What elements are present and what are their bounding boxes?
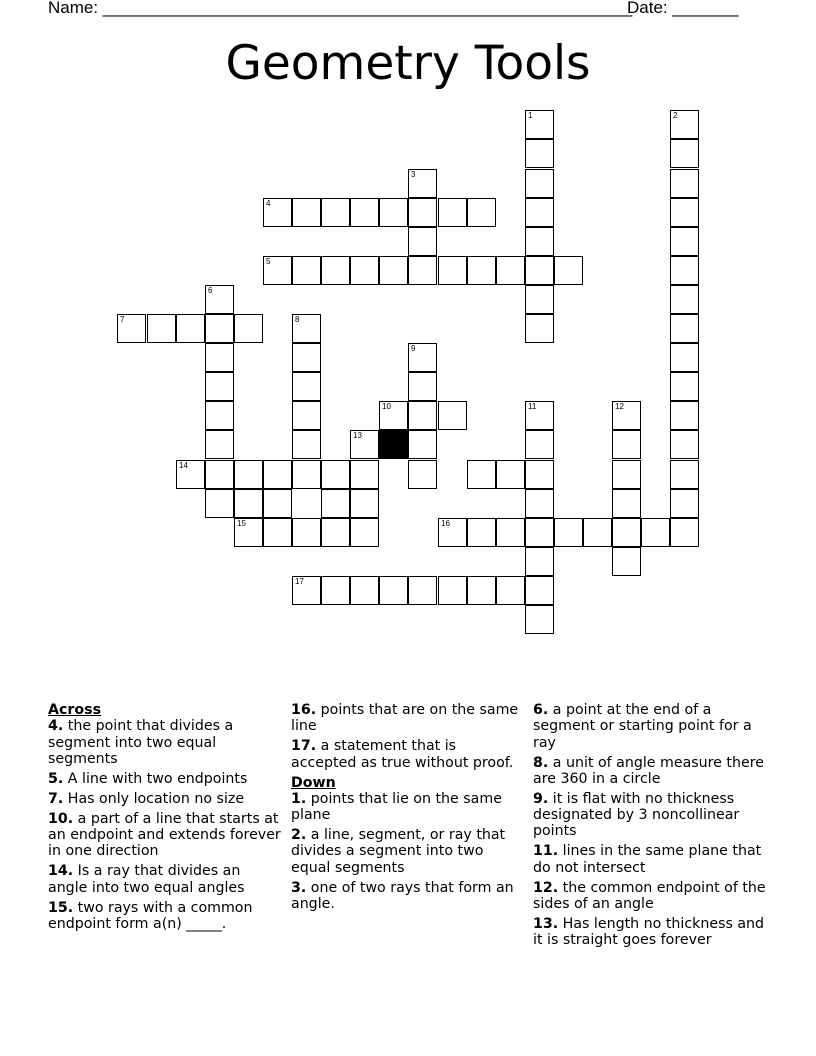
grid-cell[interactable]	[525, 430, 554, 459]
grid-cell[interactable]	[292, 343, 321, 372]
grid-cell[interactable]	[525, 576, 554, 605]
grid-cell[interactable]	[670, 430, 699, 459]
clue-item: 1. points that lie on the same plane	[291, 790, 502, 824]
clue-column-1	[48, 702, 282, 936]
grid-cell[interactable]	[612, 430, 641, 459]
clue-number: 8	[295, 315, 300, 324]
grid-cell[interactable]	[467, 198, 496, 227]
grid-cell[interactable]	[234, 489, 263, 518]
clue-item: 10. a part of a line that starts at an endpoint and extends forever in one direction	[48, 810, 281, 860]
grid-cell[interactable]	[525, 605, 554, 634]
clue-number: 16	[441, 519, 450, 528]
grid-cell[interactable]	[321, 576, 350, 605]
clue-item: 14. Is a ray that divides an angle into two equal angles	[48, 863, 245, 896]
grid-cell[interactable]	[205, 460, 234, 489]
grid-cell[interactable]	[379, 256, 408, 285]
clue-item: 13. Has length no thickness and it is straight goes forever	[533, 916, 765, 949]
clue-number: 3	[411, 170, 416, 179]
grid-cell[interactable]	[263, 256, 292, 285]
grid-cell[interactable]	[467, 460, 496, 489]
clue-number: 12	[615, 402, 624, 411]
grid-cell[interactable]	[525, 547, 554, 576]
grid-cell[interactable]	[408, 256, 437, 285]
grid-cell[interactable]	[670, 401, 699, 430]
grid-cell[interactable]	[496, 460, 525, 489]
clue-number: 17	[295, 577, 304, 586]
grid-cell[interactable]	[263, 518, 292, 547]
grid-cell[interactable]	[408, 198, 437, 227]
down-heading: Down	[291, 774, 336, 791]
clue-item: 12. the common endpoint of the sides of an angle	[533, 879, 766, 913]
grid-cell[interactable]	[525, 110, 554, 139]
clue-item: 9. it is flat with no thickness designated by 3 noncollinear points	[533, 790, 740, 840]
grid-cell[interactable]	[670, 169, 699, 198]
clue-number: 2	[673, 111, 678, 120]
grid-cell[interactable]	[525, 401, 554, 430]
grid-cell[interactable]	[321, 489, 350, 518]
grid-cell[interactable]	[612, 401, 641, 430]
clue-number: 4	[266, 199, 271, 208]
grid-cell[interactable]	[408, 401, 437, 430]
grid-cell[interactable]	[321, 256, 350, 285]
clue-number: 10	[382, 402, 391, 411]
grid-cell[interactable]	[670, 343, 699, 372]
grid-cell[interactable]	[234, 518, 263, 547]
grid-cell[interactable]	[525, 256, 554, 285]
grid-cell[interactable]	[438, 401, 467, 430]
grid-cell[interactable]	[467, 256, 496, 285]
clue-item: 17. a statement that is accepted as true without proof.	[291, 738, 514, 771]
clue-number: 13	[353, 431, 362, 440]
grid-cell[interactable]	[292, 198, 321, 227]
clue-number: 7	[120, 315, 125, 324]
clue-item: 5. A line with two endpoints	[48, 770, 248, 787]
grid-cell[interactable]	[670, 460, 699, 489]
grid-cell[interactable]	[525, 460, 554, 489]
grid-cell[interactable]	[379, 401, 408, 430]
grid-cell[interactable]	[438, 518, 467, 547]
clue-number: 14	[179, 461, 188, 470]
grid-cell[interactable]	[350, 576, 379, 605]
grid-cell[interactable]	[612, 460, 641, 489]
grid-cell[interactable]	[525, 198, 554, 227]
grid-cell[interactable]	[525, 169, 554, 198]
clue-item: 6. a point at the end of a segment or starting point for a ray	[533, 702, 752, 751]
clue-item: 7. Has only location no size	[48, 790, 245, 807]
grid-cell[interactable]	[438, 576, 467, 605]
grid-cell[interactable]	[525, 314, 554, 343]
grid-cell[interactable]	[292, 576, 321, 605]
clue-item: 8. a unit of angle measure there are 360 in a circle	[533, 754, 764, 787]
across-heading: Across	[48, 702, 102, 718]
grid-cell[interactable]	[554, 256, 583, 285]
page-title: Geometry Tools	[225, 36, 591, 91]
grid-cell[interactable]	[263, 460, 292, 489]
clue-item: 3. one of two rays that form an angle.	[291, 879, 514, 913]
grid-cell[interactable]	[525, 285, 554, 314]
grid-cell[interactable]	[525, 489, 554, 518]
grid-cell[interactable]	[350, 198, 379, 227]
clue-column-2	[291, 702, 525, 916]
grid-cell[interactable]	[350, 489, 379, 518]
grid-cell[interactable]	[234, 460, 263, 489]
grid-cell[interactable]	[379, 576, 408, 605]
grid-cell[interactable]	[205, 372, 234, 401]
grid-cell[interactable]	[292, 372, 321, 401]
grid-cell[interactable]	[321, 460, 350, 489]
clue-number: 5	[266, 257, 271, 266]
grid-cell[interactable]	[670, 198, 699, 227]
grid-cell[interactable]	[583, 518, 612, 547]
clue-item: 4. the point that divides a segment into two equal segments	[48, 718, 234, 767]
grid-cell[interactable]	[438, 198, 467, 227]
grid-cell[interactable]	[292, 314, 321, 343]
clue-item: 16. points that are on the same line	[291, 702, 519, 735]
grid-cell[interactable]	[117, 314, 146, 343]
grid-cell[interactable]	[612, 489, 641, 518]
clue-number: 9	[411, 344, 416, 353]
clue-item: 2. a line, segment, or ray that divides a segment into two equal segments	[291, 827, 506, 876]
grid-cell[interactable]	[205, 489, 234, 518]
grid-cell[interactable]	[205, 285, 234, 314]
grid-cell[interactable]	[263, 198, 292, 227]
grid-cell[interactable]	[147, 314, 176, 343]
grid-cell[interactable]	[205, 401, 234, 430]
grid-cell[interactable]	[292, 401, 321, 430]
grid-cell[interactable]	[176, 314, 205, 343]
grid-cell[interactable]	[670, 256, 699, 285]
grid-cell[interactable]	[467, 518, 496, 547]
grid-cell[interactable]	[496, 256, 525, 285]
clue-number: 15	[237, 519, 246, 528]
black-square	[379, 430, 408, 459]
grid-cell[interactable]	[408, 460, 437, 489]
grid-cell[interactable]	[612, 518, 641, 547]
grid-cell[interactable]	[408, 343, 437, 372]
grid-cell[interactable]	[292, 460, 321, 489]
grid-cell[interactable]	[408, 227, 437, 256]
grid-cell[interactable]	[438, 256, 467, 285]
grid-cell[interactable]	[670, 110, 699, 139]
grid-cell[interactable]	[350, 430, 379, 459]
grid-cell[interactable]	[408, 372, 437, 401]
grid-cell[interactable]	[408, 576, 437, 605]
grid-cell[interactable]	[292, 518, 321, 547]
clue-item: 15. two rays with a common endpoint form a(n) _____.	[48, 899, 253, 932]
grid-cell[interactable]	[379, 198, 408, 227]
clue-number: 11	[528, 402, 537, 411]
grid-cell[interactable]	[205, 343, 234, 372]
grid-cell[interactable]	[205, 314, 234, 343]
grid-cell[interactable]	[408, 430, 437, 459]
grid-cell[interactable]	[496, 518, 525, 547]
clue-number: 1	[528, 111, 533, 120]
clue-number: 6	[208, 286, 213, 295]
grid-cell[interactable]	[234, 314, 263, 343]
date-field-label[interactable]: Date: _______	[627, 0, 739, 17]
grid-cell[interactable]	[612, 547, 641, 576]
clue-column-3	[533, 702, 767, 952]
grid-cell[interactable]	[176, 460, 205, 489]
grid-cell[interactable]	[670, 372, 699, 401]
grid-cell[interactable]	[263, 489, 292, 518]
grid-cell[interactable]	[670, 489, 699, 518]
grid-cell[interactable]	[670, 139, 699, 168]
grid-cell[interactable]	[670, 227, 699, 256]
grid-cell[interactable]	[641, 518, 670, 547]
grid-cell[interactable]	[467, 576, 496, 605]
grid-cell[interactable]	[321, 198, 350, 227]
grid-cell[interactable]	[525, 518, 554, 547]
clue-item: 11. lines in the same plane that do not intersect	[533, 843, 762, 876]
grid-cell[interactable]	[350, 518, 379, 547]
grid-cell[interactable]	[321, 518, 350, 547]
grid-cell[interactable]	[408, 169, 437, 198]
grid-cell[interactable]	[525, 139, 554, 168]
grid-cell[interactable]	[496, 576, 525, 605]
grid-cell[interactable]	[350, 256, 379, 285]
grid-cell[interactable]	[205, 430, 234, 459]
grid-cell[interactable]	[554, 518, 583, 547]
grid-cell[interactable]	[292, 430, 321, 459]
grid-cell[interactable]	[350, 460, 379, 489]
grid-cell[interactable]	[670, 285, 699, 314]
grid-cell[interactable]	[670, 314, 699, 343]
grid-cell[interactable]	[292, 256, 321, 285]
name-field-label[interactable]: Name: ________________________________________________________	[48, 0, 633, 17]
grid-cell[interactable]	[525, 227, 554, 256]
grid-cell[interactable]	[670, 518, 699, 547]
